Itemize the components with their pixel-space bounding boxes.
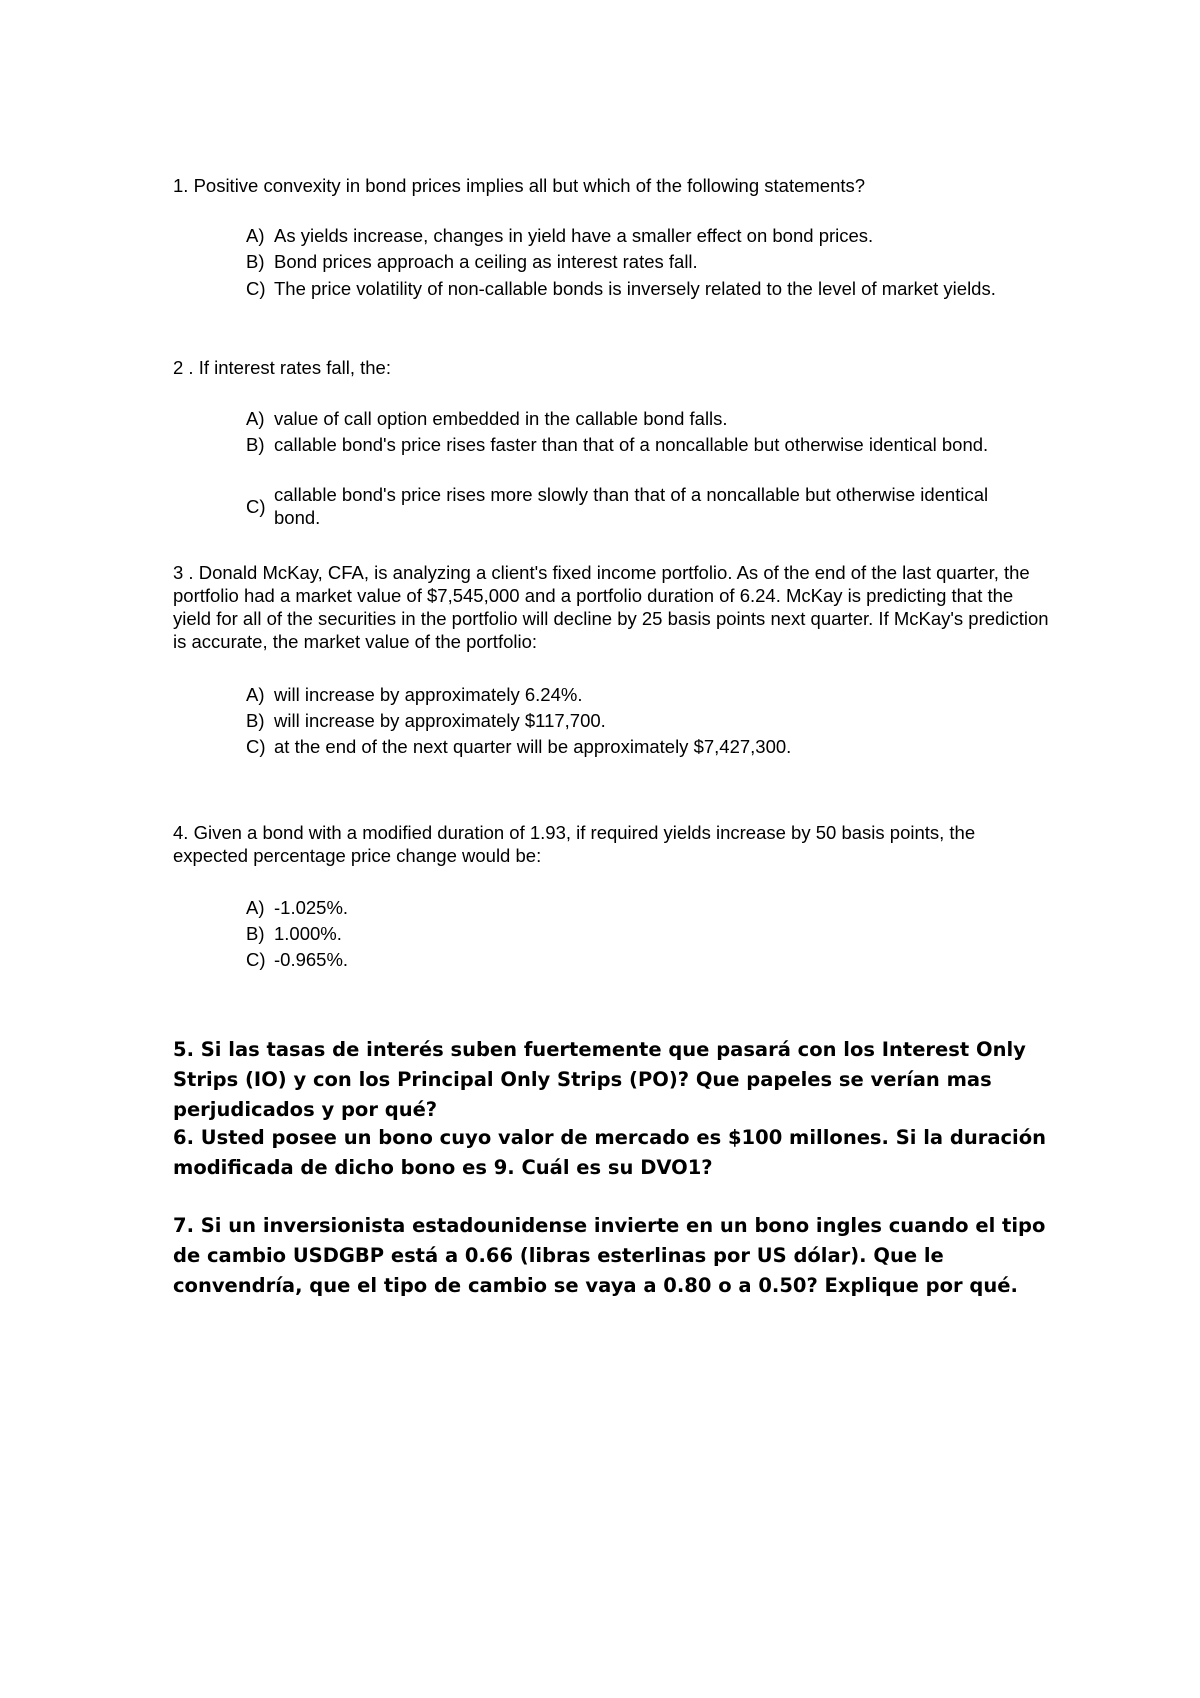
option-letter: A) [246, 225, 265, 246]
question-3-option-a [246, 683, 1036, 706]
option-letter: A) [246, 897, 265, 918]
option-letter: C) [246, 495, 266, 517]
option-letter: A) [246, 408, 265, 429]
question-7-text: 7. Si un inversionista estadounidense invierte en un bono ingles cuando el tipo de cambio USDGBP está a 0.66 (libras esterlinas por US dólar). Que le convendría, que el tipo de cambio se vaya a 0.80 o a 0.50? Explique por qué. [173, 1214, 1046, 1297]
option-letter: C) [246, 949, 266, 970]
question-4-text: 4. Given a bond with a modified duration of 1.93, if required yields increase by 50 basis points, the expected percentage price change would be: [173, 822, 976, 866]
question-6-text: 6. Usted posee un bono cuyo valor de mercado es $100 millones. Si la duración modificada de dicho bono es 9. Cuál es su DVO1? [173, 1126, 1047, 1179]
question-3-text: 3 . Donald McKay, CFA, is analyzing a client's fixed income portfolio. As of the end of the last quarter, the portfolio had a market value of $7,545,000 and a portfolio duration of 6.24. McKay is predicting that the yield for all of the securities in the portfolio will decline by 25 basis points next quarter. If McKay's prediction is accurate, the market value of the portfolio: [173, 562, 1049, 652]
option-text: -0.965%. [274, 949, 349, 970]
option-text: at the end of the next quarter will be approximately $7,427,300. [274, 736, 792, 757]
option-text: 1.000%. [274, 923, 342, 944]
option-text: callable bond's price rises faster than that of a noncallable but otherwise identical bond. [274, 434, 989, 455]
option-text: Bond prices approach a ceiling as interest rates fall. [274, 251, 698, 272]
option-letter: A) [246, 684, 265, 705]
question-2-option-b [246, 433, 1036, 456]
question-1-text: 1. Positive convexity in bond prices implies all but which of the following statements? [173, 175, 866, 196]
question-4-option-c [246, 948, 1036, 971]
option-letter: B) [246, 923, 265, 944]
question-4-option-a [246, 896, 1036, 919]
option-text: As yields increase, changes in yield have a smaller effect on bond prices. [274, 225, 874, 246]
option-letter: B) [246, 434, 265, 455]
option-text: value of call option embedded in the callable bond falls. [274, 408, 728, 429]
question-4-option-b [246, 922, 1036, 945]
option-text: will increase by approximately 6.24%. [274, 684, 583, 705]
option-text: callable bond's price rises more slowly than that of a noncallable but otherwise identical bond. [274, 484, 989, 528]
question-2-option-c [246, 483, 1036, 529]
question-3-option-c [246, 735, 1036, 758]
option-letter: C) [246, 736, 266, 757]
option-letter: B) [246, 710, 265, 731]
question-1-option-a [246, 224, 1036, 247]
option-text: The price volatility of non-callable bonds is inversely related to the level of market yields. [274, 278, 996, 299]
question-2-text: 2 . If interest rates fall, the: [173, 357, 391, 378]
question-3-option-b [246, 709, 1036, 732]
option-text: will increase by approximately $117,700. [274, 710, 606, 731]
option-letter: C) [246, 278, 266, 299]
question-2-option-a [246, 407, 1036, 430]
question-1-option-c [246, 277, 1036, 300]
question-1-option-b [246, 250, 1036, 273]
option-text: -1.025%. [274, 897, 349, 918]
question-5-text: 5. Si las tasas de interés suben fuertemente que pasará con los Interest Only Strips (IO) y con los Principal Only Strips (PO)? Que papeles se verían mas perjudicados y por qué? [173, 1038, 1026, 1121]
option-letter: B) [246, 251, 265, 272]
